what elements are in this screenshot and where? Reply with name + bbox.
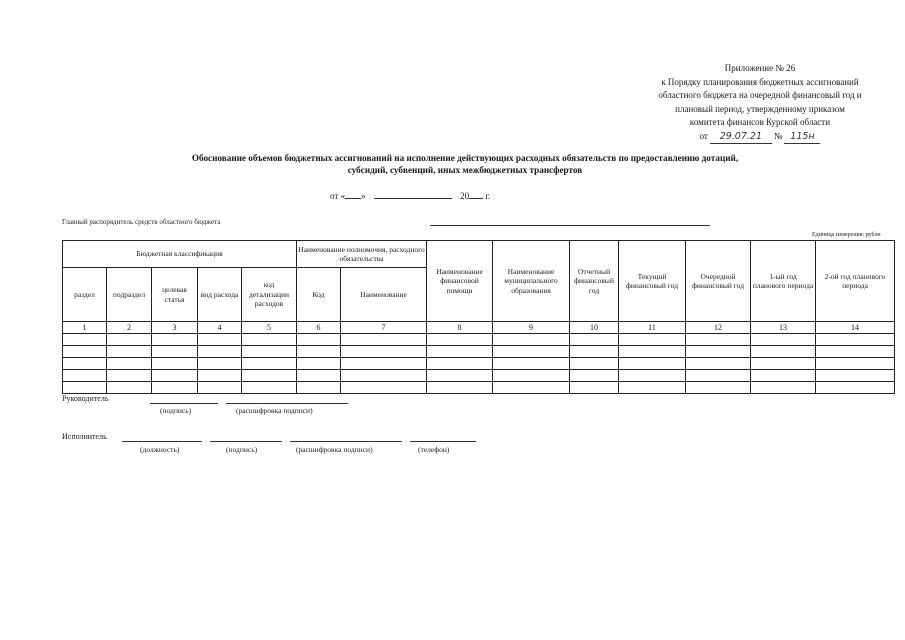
header-next-year: Очередной финансовый год [686,241,751,322]
appendix-line: плановый период, утвержденному приказом [675,103,845,114]
appendix-line: к Порядку планирования бюджетных ассигнований [661,76,859,87]
header-expense-type: вид расхода [198,268,242,322]
column-number: 4 [198,322,242,334]
column-number: 9 [493,322,570,334]
column-number: 1 [63,322,107,334]
header-detail-code: код детализации расходов [242,268,297,322]
executor-phone-caption: (телефон) [418,445,450,454]
year-suffix: г. [485,191,491,201]
header-current-year: Текущий финансовый год [619,241,686,322]
appendix-line: Приложение № 26 [724,63,796,73]
order-date-prefix: от [699,130,708,141]
executor-decoding-line [290,441,402,442]
column-number: 10 [570,322,619,334]
year-blank [469,190,483,199]
column-number: 13 [751,322,816,334]
chief-manager-label: Главный распорядитель средств областного бюджета [62,218,221,226]
column-number: 14 [816,322,895,334]
executor-signature-line [210,441,282,442]
head-decoding-caption: (расшифровка подписи) [236,406,313,415]
table-row [63,334,895,346]
title-line: Обоснование объемов бюджетных ассигнований на исполнение действующих расходных обязательств по предоставлению дотаций, [191,153,739,163]
column-number: 6 [297,322,341,334]
title-line: субсидий, субвенций, иных межбюджетных трансфертов [347,165,583,175]
order-date-handwritten: 29.07.21 [710,130,772,145]
appendix-line: областного бюджета на очередной финансовый год и [658,90,862,100]
column-number-row [63,322,895,334]
header-code: Код [297,268,341,322]
table-row [63,346,895,358]
column-number: 2 [107,322,152,334]
day-blank [345,190,361,199]
column-number: 12 [686,322,751,334]
column-number: 5 [242,322,297,334]
order-number-prefix: № [773,130,783,141]
executor-signature-caption: (подпись) [226,445,258,454]
chief-manager-line [430,225,710,226]
header-authority: Наименование полномочия, расходного обязательства [297,241,427,268]
head-label: Руководитель [62,394,109,403]
appendix-order-ref [640,130,880,145]
header-subsection: подраздел [107,268,152,322]
month-blank [374,190,452,199]
executor-position-caption: (должность) [140,445,180,454]
executor-position-line [122,441,202,442]
order-number-handwritten: 115н [784,130,820,145]
header-plan-year-2: 2-ой год планового периода [816,241,895,322]
header-report-year: Отчетный финансовый год [570,241,619,322]
column-number: 8 [427,322,493,334]
header-name: Наименование [341,268,427,322]
appendix-note [640,62,880,144]
header-target-article: целевая статья [152,268,198,322]
column-number: 11 [619,322,686,334]
date-prefix: от « [330,191,346,201]
header-budget-classification: Бюджетная классификация [63,241,297,268]
executor-label: Исполнитель [62,432,107,441]
header-fin-help: Наименование финансовой помощи [427,241,493,322]
table-row [63,370,895,382]
column-number: 7 [341,322,427,334]
budget-table [62,240,895,394]
document-date-line [330,190,490,201]
head-signature-caption: (подпись) [160,406,192,415]
header-plan-year-1: 1-ый год планового периода [751,241,816,322]
date-close-quote: » [361,191,366,201]
year-prefix: 20 [460,191,470,201]
appendix-line: комитета финансов Курской области [689,117,831,127]
head-signature-line [150,403,218,404]
header-municipality: Наименование муниципального образования [493,241,570,322]
header-section: раздел [63,268,107,322]
column-number: 3 [152,322,198,334]
document-title [60,152,870,176]
executor-phone-line [410,441,476,442]
executor-decoding-caption: (расшифровка подписи) [296,445,373,454]
unit-of-measure: Единица измерения: рубли [812,232,881,238]
head-decoding-line [226,403,348,404]
table-row [63,358,895,370]
table-row [63,382,895,394]
